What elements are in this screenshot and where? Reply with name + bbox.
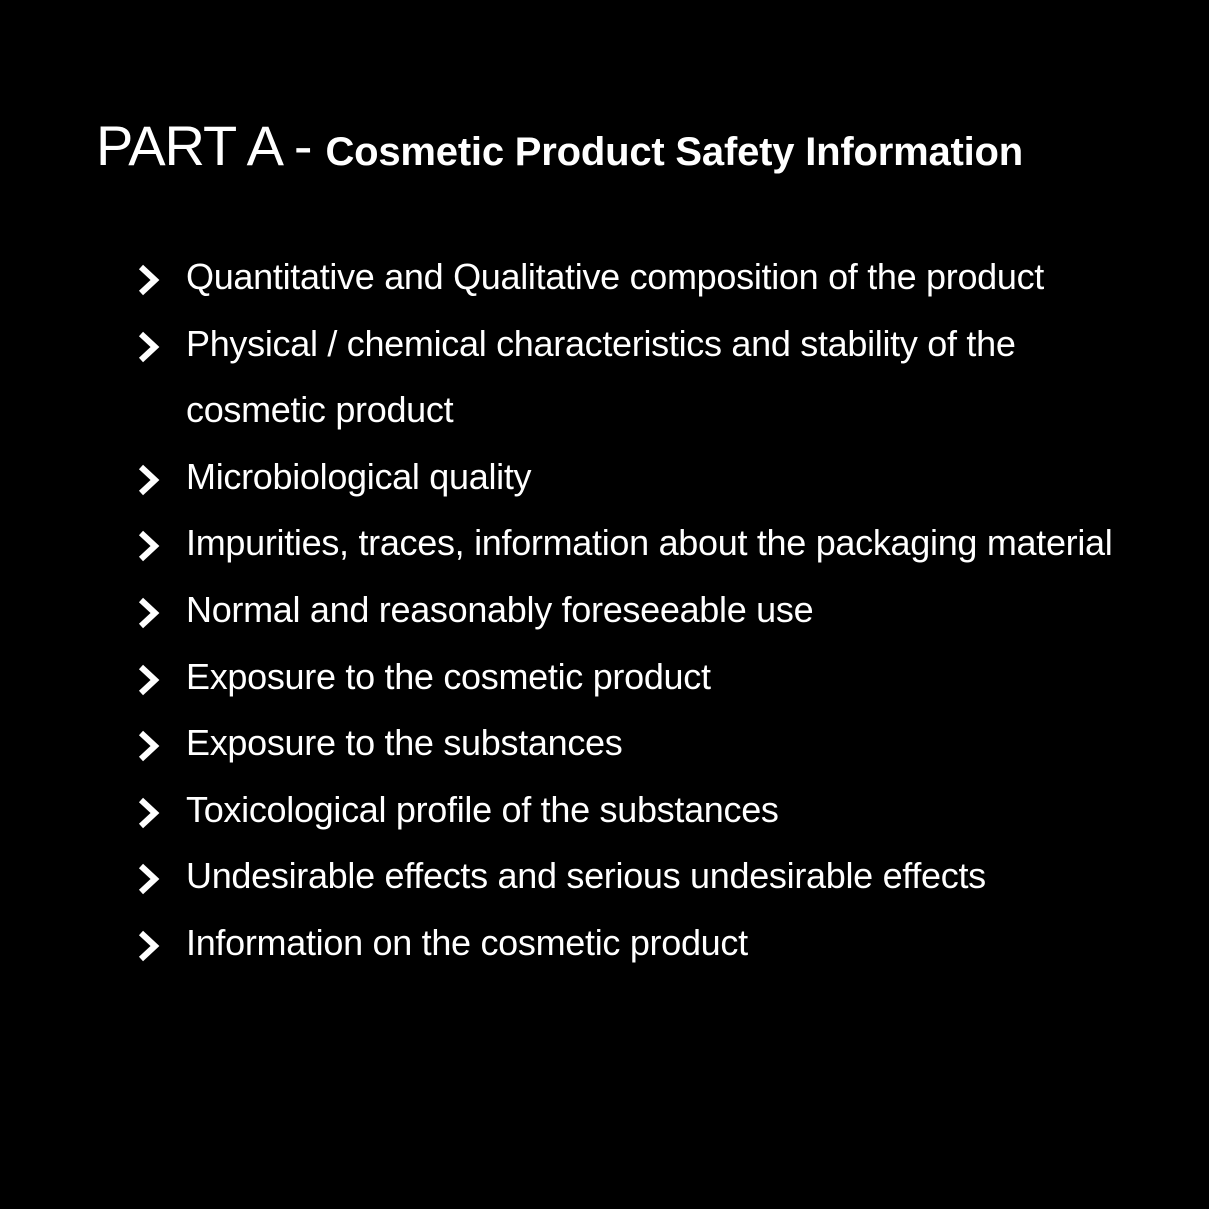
chevron-right-icon — [136, 464, 162, 496]
list-item — [136, 644, 1136, 711]
title-separator: - — [293, 114, 313, 177]
list-item-label: Undesirable effects and serious undesirable effects — [186, 855, 986, 897]
list-item-label: Information on the cosmetic product — [186, 921, 748, 963]
chevron-right-icon — [136, 797, 162, 829]
chevron-right-icon — [136, 863, 162, 895]
list-item — [136, 577, 1136, 644]
list-item-label: Physical / chemical characteristics and stability of the cosmetic product — [186, 322, 1016, 431]
list-item-label: Toxicological profile of the substances — [186, 788, 779, 830]
list-item-label: Impurities, traces, information about the packaging material — [186, 522, 1113, 564]
safety-info-list — [136, 244, 1136, 977]
list-item — [136, 843, 1136, 910]
list-item-label: Microbiological quality — [186, 455, 532, 497]
chevron-right-icon — [136, 530, 162, 562]
page-title — [96, 114, 1023, 177]
list-item — [136, 244, 1136, 311]
chevron-right-icon — [136, 264, 162, 296]
list-item — [136, 710, 1136, 777]
list-item — [136, 777, 1136, 844]
list-item — [136, 910, 1136, 977]
list-item — [136, 311, 1136, 444]
chevron-right-icon — [136, 930, 162, 962]
chevron-right-icon — [136, 730, 162, 762]
list-item-label: Exposure to the cosmetic product — [186, 655, 711, 697]
title-subtitle: Cosmetic Product Safety Information — [325, 130, 1023, 174]
title-main: PART A — [96, 114, 283, 177]
chevron-right-icon — [136, 664, 162, 696]
list-item-label: Exposure to the substances — [186, 722, 623, 764]
chevron-right-icon — [136, 597, 162, 629]
list-item-label: Quantitative and Qualitative composition of the product — [186, 256, 1045, 297]
chevron-right-icon — [136, 331, 162, 363]
list-item-label: Normal and reasonably foreseeable use — [186, 588, 814, 630]
list-item — [136, 510, 1136, 577]
list-item — [136, 444, 1136, 511]
